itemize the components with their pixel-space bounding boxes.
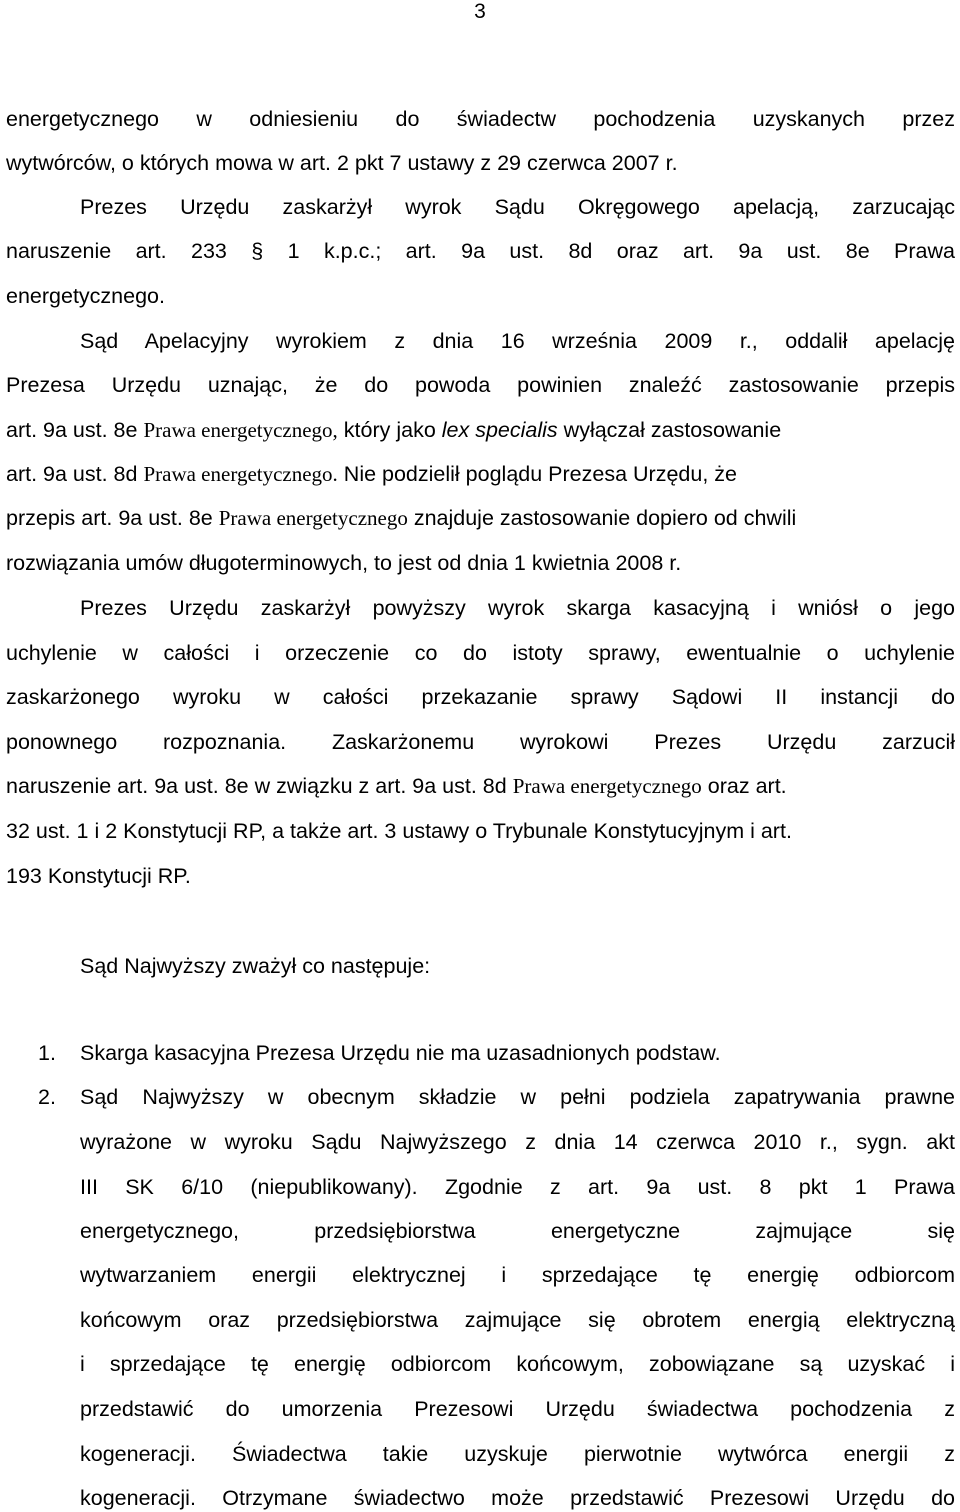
paragraph-line: energetycznego.	[6, 284, 165, 308]
text-run: oraz art.	[701, 774, 787, 798]
list-item-line: Skarga kasacyjna Prezesa Urzędu nie ma uzasadnionych podstaw.	[80, 1041, 721, 1065]
list-item-line: kogeneracji. Otrzymane świadectwo może przedstawić Prezesowi Urzędu do	[80, 1486, 955, 1510]
text-run: znajduje zastosowanie dopiero od chwili	[407, 506, 797, 530]
list-marker: 1.	[38, 1041, 56, 1065]
list-item-line: kogeneracji. Świadectwa takie uzyskuje pierwotnie wytwórca energii z	[80, 1442, 955, 1466]
paragraph-line: energetycznego w odniesieniu do świadectw pochodzenia uzyskanych przez	[6, 107, 955, 131]
paragraph-line: ponownego rozpoznania. Zaskarżonemu wyrokowi Prezes Urzędu zarzucił	[6, 730, 955, 754]
paragraph-line	[6, 461, 955, 487]
paragraph-line	[6, 505, 955, 531]
italic-term: lex specialis	[441, 418, 558, 442]
list-item-line: przedstawić do umorzenia Prezesowi Urzędu świadectwa pochodzenia z	[80, 1397, 955, 1421]
paragraph-line: zaskarżonego wyroku w całości przekazanie sprawy Sądowi II instancji do	[6, 685, 955, 709]
paragraph-line	[6, 773, 955, 799]
paragraph-line: wytwórców, o których mowa w art. 2 pkt 7 ustawy z 29 czerwca 2007 r.	[6, 151, 678, 175]
paragraph-line	[6, 417, 955, 443]
text-run: art. 9a ust. 8e	[6, 418, 144, 442]
page-number: 3	[474, 0, 486, 23]
act-name: Prawa energetycznego.	[143, 462, 338, 486]
paragraph-line: rozwiązania umów długoterminowych, to jest od dnia 1 kwietnia 2008 r.	[6, 551, 682, 575]
text-run: wyłączał zastosowanie	[557, 418, 782, 442]
act-name: Prawa energetycznego	[512, 774, 702, 798]
list-item-line: wyrażone w wyroku Sądu Najwyższego z dnia 14 czerwca 2010 r., sygn. akt	[80, 1130, 955, 1154]
paragraph-line: 32 ust. 1 i 2 Konstytucji RP, a także art. 3 ustawy o Trybunale Konstytucyjnym i art.	[6, 819, 792, 843]
paragraph-line: Sąd Apelacyjny wyrokiem z dnia 16 września 2009 r., oddalił apelację	[80, 329, 955, 353]
text-run: art. 9a ust. 8d	[6, 462, 144, 486]
list-item-line: końcowym oraz przedsiębiorstwa zajmujące się obrotem energią elektryczną	[80, 1308, 955, 1332]
act-name: Prawa energetycznego	[218, 506, 408, 530]
list-item-line: III SK 6/10 (niepublikowany). Zgodnie z art. 9a ust. 8 pkt 1 Prawa	[80, 1175, 955, 1199]
text-run: Nie podzielił poglądu Prezesa Urzędu, że	[337, 462, 737, 486]
act-name: Prawa energetycznego,	[143, 418, 338, 442]
text-run: naruszenie art. 9a ust. 8e w związku z art. 9a ust. 8d	[6, 774, 513, 798]
list-item-line: Sąd Najwyższy w obecnym składzie w pełni podziela zapatrywania prawne	[80, 1085, 955, 1109]
paragraph-line: Prezesa Urzędu uznając, że do powoda powinien znaleźć zastosowanie przepis	[6, 373, 955, 397]
list-item-line: energetycznego, przedsiębiorstwa energetyczne zajmujące się	[80, 1219, 955, 1243]
paragraph-line: 193 Konstytucji RP.	[6, 864, 191, 888]
paragraph-line: Prezes Urzędu zaskarżył wyrok Sądu Okręgowego apelacją, zarzucając	[80, 195, 955, 219]
section-heading: Sąd Najwyższy zważył co następuje:	[80, 954, 431, 978]
list-item-line: wytwarzaniem energii elektrycznej i sprzedające tę energię odbiorcom	[80, 1263, 955, 1287]
text-run: który jako	[337, 418, 442, 442]
list-item-line: i sprzedające tę energię odbiorcom końcowym, zobowiązane są uzyskać i	[80, 1352, 955, 1376]
paragraph-line: naruszenie art. 233 § 1 k.p.c.; art. 9a ust. 8d oraz art. 9a ust. 8e Prawa	[6, 239, 955, 263]
paragraph-line: Prezes Urzędu zaskarżył powyższy wyrok skarga kasacyjną i wniósł o jego	[80, 596, 955, 620]
list-marker: 2.	[38, 1085, 56, 1109]
text-run: przepis art. 9a ust. 8e	[6, 506, 219, 530]
paragraph-line: uchylenie w całości i orzeczenie co do istoty sprawy, ewentualnie o uchylenie	[6, 641, 955, 665]
